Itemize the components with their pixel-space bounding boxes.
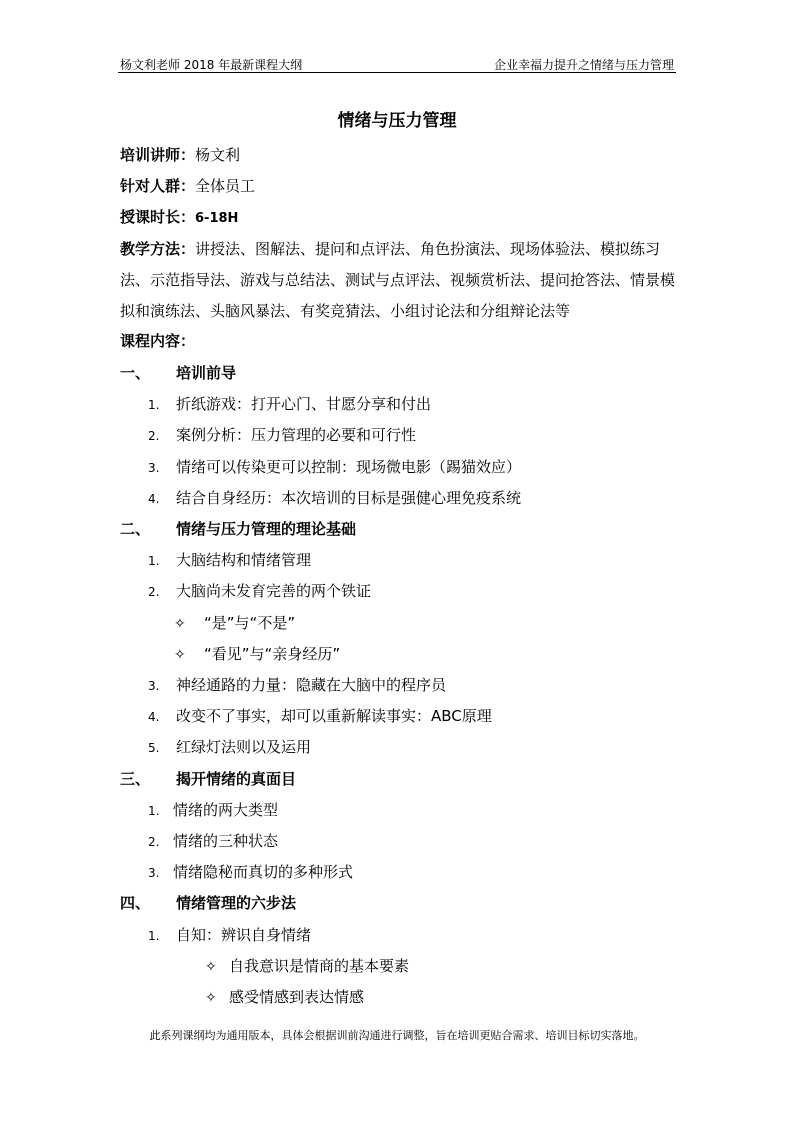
- list-item: [148, 487, 521, 508]
- sub-item: [205, 955, 409, 976]
- item-number: 1.: [148, 804, 160, 818]
- item-text: 折纸游戏：打开心门、甘愿分享和付出: [176, 395, 432, 413]
- item-text: 情绪可以传染更可以控制：现场微电影（踢猫效应）: [176, 458, 522, 476]
- section-title: 揭开情绪的真面目: [176, 770, 297, 788]
- diamond-bullet-icon: ✧: [205, 990, 217, 1006]
- item-number: 3.: [148, 679, 160, 693]
- list-item: [148, 674, 446, 695]
- item-text: 案例分析：压力管理的必要和可行性: [176, 426, 417, 444]
- section-number: 四、: [120, 894, 151, 912]
- item-number: 2.: [148, 585, 160, 599]
- item-number: 2.: [148, 835, 160, 849]
- footer-note: 此系列课纲均为通用版本，具体会根据训前沟通进行调整，旨在培训更贴合需求、培训目标切实落地。: [149, 1029, 645, 1042]
- diamond-bullet-icon: ✧: [174, 647, 186, 663]
- trainer-value: 杨文利: [195, 146, 241, 164]
- header-right: 企业幸福力提升之情绪与压力管理: [493, 58, 674, 72]
- item-number: 3.: [148, 866, 160, 880]
- item-number: 4.: [148, 710, 160, 724]
- list-item: [148, 830, 278, 851]
- list-item: [148, 393, 431, 414]
- content-label: 课程内容：: [120, 332, 196, 350]
- list-item: [148, 424, 416, 445]
- list-item: [148, 456, 521, 477]
- item-number: 5.: [148, 741, 160, 755]
- document-title: 情绪与压力管理: [337, 111, 457, 131]
- section-heading: [120, 518, 356, 539]
- list-item: [148, 705, 492, 726]
- sub-item-text: “看见”与“亲身经历”: [204, 645, 341, 663]
- item-text: 自知：辨识自身情绪: [176, 926, 312, 944]
- audience-line: [120, 175, 255, 196]
- item-text: 大脑结构和情绪管理: [176, 551, 312, 569]
- list-item: [148, 861, 353, 882]
- list-item: [148, 924, 311, 945]
- list-item: [148, 549, 311, 570]
- content-heading: [120, 330, 195, 351]
- section-number: 一、: [120, 364, 151, 382]
- header-rule: [118, 72, 676, 73]
- section-heading: [120, 892, 296, 913]
- audience-label: 针对人群：: [120, 177, 196, 195]
- list-item: [148, 736, 311, 757]
- item-number: 1.: [148, 929, 160, 943]
- sub-item: [205, 986, 364, 1007]
- item-text: 结合自身经历：本次培训的目标是强健心理免疫系统: [176, 489, 522, 507]
- diamond-bullet-icon: ✧: [174, 616, 186, 632]
- section-title: 情绪与压力管理的理论基础: [176, 520, 357, 538]
- trainer-line: [120, 144, 240, 165]
- list-item: [148, 799, 278, 820]
- item-number: 2.: [148, 429, 160, 443]
- section-title: 培训前导: [176, 364, 237, 382]
- sub-item-text: “是”与“不是”: [204, 614, 296, 632]
- list-item: [148, 580, 371, 601]
- item-number: 4.: [148, 492, 160, 506]
- item-text: 红绿灯法则以及运用: [176, 738, 312, 756]
- methods-value: 讲授法、图解法、提问和点评法、角色扮演法、现场体验法、模拟练习法、示范指导法、游戏与总结法、测试与点评法、视频赏析法、提问抢答法、情景模拟和演练法、头脑风暴法、有奖竞猜法、小组讨论法和分组辩论法等: [120, 240, 676, 320]
- sub-item: [174, 643, 340, 664]
- section-heading: [120, 768, 296, 789]
- methods-paragraph: [120, 234, 680, 327]
- section-title: 情绪管理的六步法: [176, 894, 297, 912]
- sub-item-text: 感受情感到表达情感: [229, 988, 365, 1006]
- item-number: 3.: [148, 461, 160, 475]
- duration-value: 6-18H: [195, 211, 239, 226]
- section-number: 二、: [120, 520, 151, 538]
- sub-item: [174, 612, 295, 633]
- duration-line: [120, 206, 238, 227]
- item-text: 改变不了事实，却可以重新解读事实：ABC原理: [176, 707, 492, 725]
- methods-label: 教学方法：: [120, 240, 196, 258]
- audience-value: 全体员工: [195, 177, 256, 195]
- item-text: 神经通路的力量：隐藏在大脑中的程序员: [176, 676, 447, 694]
- item-text: 情绪隐秘而真切的多种形式: [173, 863, 354, 881]
- item-number: 1.: [148, 554, 160, 568]
- section-heading: [120, 362, 236, 383]
- sub-item-text: 自我意识是情商的基本要素: [229, 957, 410, 975]
- section-number: 三、: [120, 770, 151, 788]
- item-text: 情绪的两大类型: [173, 801, 279, 819]
- duration-label: 授课时长：: [120, 208, 196, 226]
- item-number: 1.: [148, 398, 160, 412]
- header-left: 杨文利老师 2018 年最新课程大纲: [120, 58, 303, 72]
- trainer-label: 培训讲师：: [120, 146, 196, 164]
- item-text: 情绪的三种状态: [173, 832, 279, 850]
- diamond-bullet-icon: ✧: [205, 959, 217, 975]
- item-text: 大脑尚未发育完善的两个铁证: [176, 582, 372, 600]
